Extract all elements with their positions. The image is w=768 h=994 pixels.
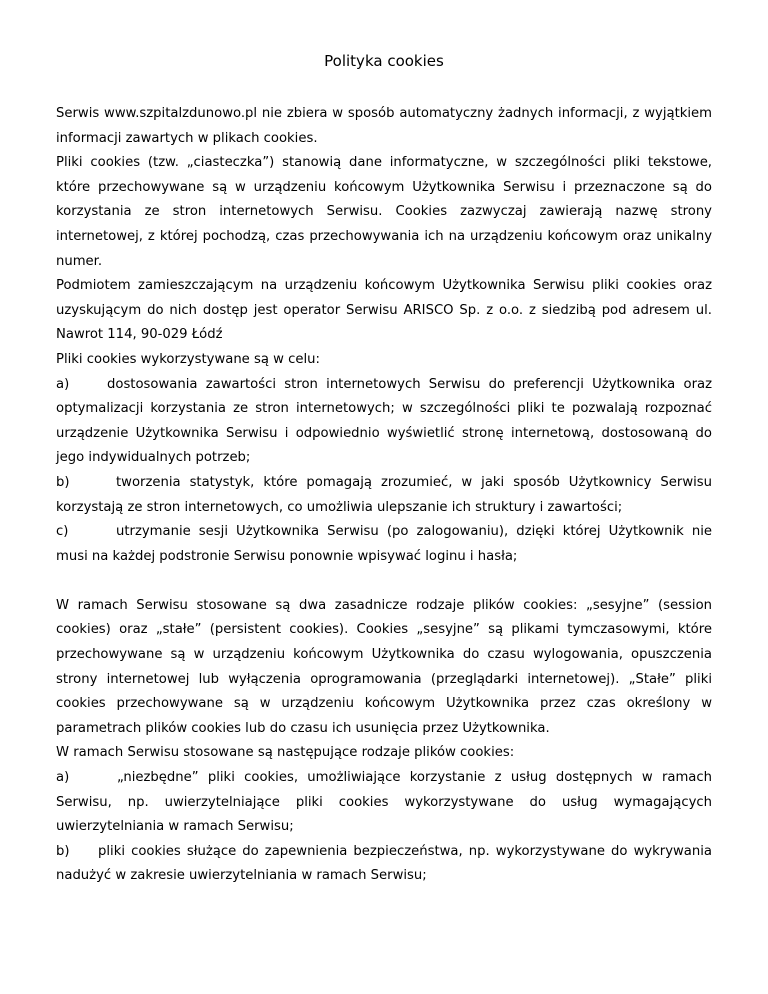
intro-paragraph-1: Serwis www.szpitalzdunowo.pl nie zbiera w sposób automatyczny żadnych informacji, z wyjątkiem informacji zawartych w plikach cookies.: [56, 106, 712, 146]
cookie-types-paragraph: W ramach Serwisu stosowane są dwa zasadnicze rodzaje plików cookies: „sesyjne” (session cookies) oraz „stałe” (persistent cookies). Cookies „sesyjne” są plikami tymczasowymi, które przechowywane są w urządzeniu końcowym Użytkownika do czasu wylogowania, opuszczenia strony internetowej lub wyłączenia oprogramowania (przeglądarki internetowej). „Stałe” pliki cookies przechowywane są w urządzeniu końcowym Użytkownika przez czas określony w parametrach plików cookies lub do czasu ich usunięcia przez Użytkownika.: [56, 597, 712, 736]
item-label: b): [56, 843, 70, 859]
purpose-item-c: [56, 520, 712, 569]
item-text: „niezbędne” pliki cookies, umożliwiające korzystanie z usług dostępnych w ramach Serwisu, np. uwierzytelniające pliki cookies wykorzystywane do usług wymagających uwierzytelniania w ramach Serwisu;: [56, 770, 712, 835]
page-title: Polityka cookies: [324, 52, 444, 70]
intro-paragraph-3: Podmiotem zamieszczającym na urządzeniu końcowym Użytkownika Serwisu pliki cookies oraz uzyskującym do nich dostęp jest operator Serwisu ARISCO Sp. z o.o. z siedzibą pod adresem ul. Nawrot 114, 90-029 Łódź: [56, 278, 712, 343]
cookie-type-item-a: [56, 766, 712, 840]
cookie-types-intro: W ramach Serwisu stosowane są następujące rodzaje plików cookies:: [56, 745, 515, 761]
item-text: dostosowania zawartości stron internetowych Serwisu do preferencji Użytkownika oraz optymalizacji korzystania ze stron internetowych; w szczególności pliki te pozwalają rozpoznać urządzenie Użytkownika Serwisu i odpowiednio wyświetlić stronę internetową, dostosowaną do jego indywidualnych potrzeb;: [56, 376, 712, 466]
purposes-intro: Pliki cookies wykorzystywane są w celu:: [56, 351, 320, 367]
item-text: pliki cookies służące do zapewnienia bezpieczeństwa, np. wykorzystywane do wykrywania nadużyć w zakresie uwierzytelniania w ramach Serwisu;: [56, 843, 712, 884]
item-label: c): [56, 524, 69, 540]
document-body: [56, 102, 712, 889]
item-text: tworzenia statystyk, które pomagają zrozumieć, w jaki sposób Użytkownicy Serwisu korzystają ze stron internetowych, co umożliwia ulepszanie ich struktury i zawartości;: [56, 474, 712, 515]
paragraph-gap: [56, 569, 712, 594]
item-label: b): [56, 474, 70, 490]
cookie-type-item-b: [56, 840, 712, 889]
intro-paragraph-2: Pliki cookies (tzw. „ciasteczka”) stanowią dane informatyczne, w szczególności pliki tekstowe, które przechowywane są w urządzeniu końcowym Użytkownika Serwisu i przeznaczone są do korzystania ze stron internetowych Serwisu. Cookies zazwyczaj zawierają nazwę strony internetowej, z której pochodzą, czas przechowywania ich na urządzeniu końcowym oraz unikalny numer.: [56, 155, 712, 269]
item-label: a): [56, 770, 70, 786]
item-text: utrzymanie sesji Użytkownika Serwisu (po zalogowaniu), dzięki której Użytkownik nie musi na każdej podstronie Serwisu ponownie wpisywać loginu i hasła;: [56, 524, 712, 564]
purpose-item-a: [56, 373, 712, 471]
purpose-item-b: [56, 471, 712, 520]
item-label: a): [56, 376, 70, 392]
